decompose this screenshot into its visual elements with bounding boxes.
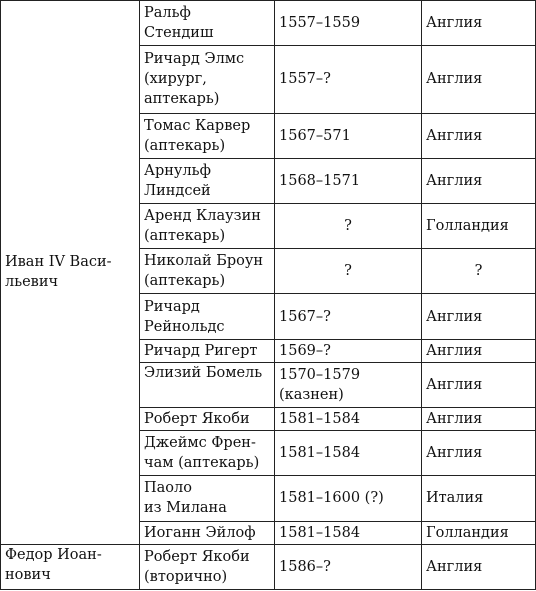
- name-cell: Роберт Якоби: [140, 407, 275, 430]
- country-cell: Англия: [422, 294, 536, 339]
- years-cell: 1567–?: [275, 294, 422, 339]
- country-cell: Англия: [422, 362, 536, 407]
- table-row: [1, 544, 536, 589]
- country-cell: Англия: [422, 158, 536, 203]
- years-cell: 1568–1571: [275, 158, 422, 203]
- country-cell: Англия: [422, 339, 536, 362]
- years-cell: 1569–?: [275, 339, 422, 362]
- name-cell: Ричард Элмс (хирург, аптекарь): [140, 46, 275, 113]
- country-cell: Италия: [422, 476, 536, 521]
- name-cell: Элизий Бомель: [140, 362, 275, 407]
- name-cell: Томас Карвер (аптекарь): [140, 113, 275, 158]
- years-cell: 1581–1584: [275, 407, 422, 430]
- name-cell: Ричард Ригерт: [140, 339, 275, 362]
- years-cell: 1581–1584: [275, 521, 422, 544]
- name-cell: Арнульф Линдсей: [140, 158, 275, 203]
- name-cell: Роберт Якоби (вторично): [140, 544, 275, 589]
- years-cell: 1557–?: [275, 46, 422, 113]
- years-cell: ?: [275, 203, 422, 248]
- name-cell: Аренд Клаузин (аптекарь): [140, 203, 275, 248]
- ruler-cell: Иван IV Васи- льевич: [1, 1, 140, 545]
- years-cell: 1567–571: [275, 113, 422, 158]
- country-cell: Голландия: [422, 203, 536, 248]
- years-cell: 1581–1584: [275, 431, 422, 476]
- country-cell: Англия: [422, 544, 536, 589]
- years-cell: 1570–1579 (казнен): [275, 362, 422, 407]
- years-cell: 1557–1559: [275, 1, 422, 46]
- name-cell: Ричард Рейнольдс: [140, 294, 275, 339]
- table-row: [1, 1, 536, 46]
- years-cell: 1581–1600 (?): [275, 476, 422, 521]
- years-cell: 1586–?: [275, 544, 422, 589]
- country-cell: Англия: [422, 46, 536, 113]
- name-cell: Николай Броун (аптекарь): [140, 249, 275, 294]
- country-cell: Англия: [422, 407, 536, 430]
- country-cell: ?: [422, 249, 536, 294]
- country-cell: Англия: [422, 431, 536, 476]
- name-cell: Джеймс Френ- чам (аптекарь): [140, 431, 275, 476]
- name-cell: Ральф Стендиш: [140, 1, 275, 46]
- country-cell: Англия: [422, 1, 536, 46]
- years-cell: ?: [275, 249, 422, 294]
- country-cell: Голландия: [422, 521, 536, 544]
- country-cell: Англия: [422, 113, 536, 158]
- name-cell: Иоганн Эйлоф: [140, 521, 275, 544]
- name-cell: Паоло из Милана: [140, 476, 275, 521]
- ruler-cell: Федор Иоан- нович: [1, 544, 140, 589]
